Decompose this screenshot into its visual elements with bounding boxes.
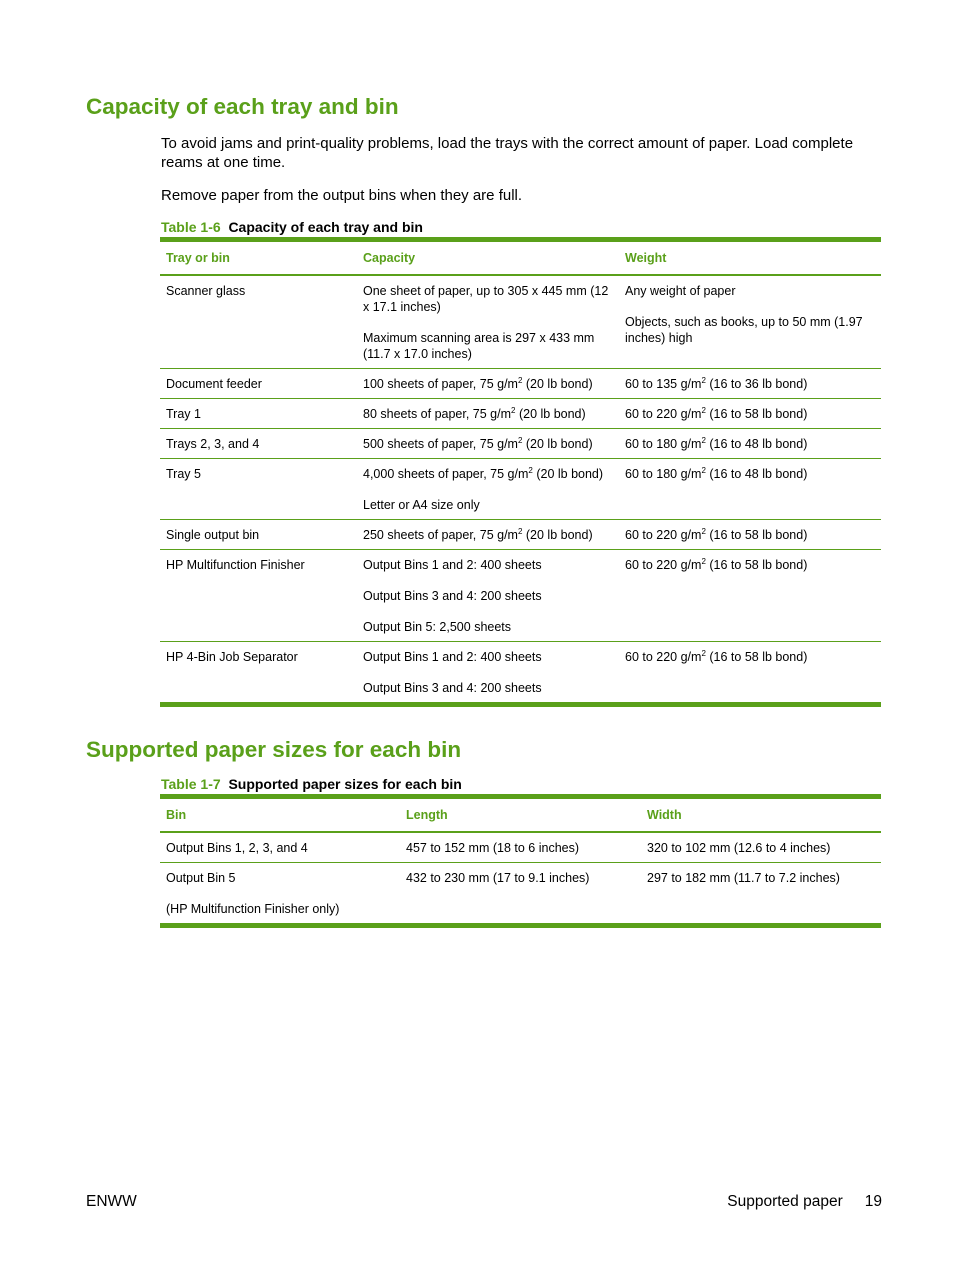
table-row <box>160 642 881 705</box>
table-title: Supported paper sizes for each bin <box>228 776 462 792</box>
bin-note: (HP Multifunction Finisher only) <box>166 902 340 916</box>
page-number: 19 <box>864 1193 882 1210</box>
weight-cell: 60 to 220 $g/m^2$ (16 to 58 lb bond) <box>619 642 881 705</box>
weight-cell: 60 to 220 $g/m^2$ (16 to 58 lb bond) <box>619 399 881 429</box>
capacity-cell <box>357 642 619 705</box>
table-row <box>160 520 881 550</box>
tray-cell: Single output bin <box>160 520 357 550</box>
table-caption <box>161 220 423 234</box>
tray-cell: Scanner glass <box>160 275 357 369</box>
weight-cell: 60 to 180 $g/m^2$ (16 to 48 lb bond) <box>619 459 881 520</box>
capacity-table <box>160 237 881 707</box>
tray-cell: Trays 2, 3, and 4 <box>160 429 357 459</box>
bin-text: Output Bin 5 <box>166 871 236 885</box>
width-cell: 320 to 102 mm (12.6 to 4 inches) <box>641 832 881 863</box>
column-header: Length <box>400 797 641 833</box>
bin-cell: Output Bins 1, 2, 3, and 4 <box>160 832 400 863</box>
capacity-cell: 250 sheets of paper, 75 $g/m^2$ (20 lb bond) <box>357 520 619 550</box>
column-header: Weight <box>619 240 881 276</box>
section-heading-capacity: Capacity of each tray and bin <box>86 94 399 119</box>
capacity-text: Output Bins 1 and 2: 400 sheets <box>363 650 542 664</box>
column-header: Width <box>641 797 881 833</box>
length-cell: 432 to 230 mm (17 to 9.1 inches) <box>400 863 641 926</box>
table-number: Table 1-7 <box>161 776 221 792</box>
table-row <box>160 550 881 642</box>
tray-cell: Document feeder <box>160 369 357 399</box>
weight-cell: 60 to 135 $g/m^2$ (16 to 36 lb bond) <box>619 369 881 399</box>
capacity-cell <box>357 550 619 642</box>
paper-sizes-table <box>160 794 881 928</box>
table-row <box>160 863 881 926</box>
capacity-text: Output Bins 3 and 4: 200 sheets <box>363 681 542 695</box>
table-row <box>160 275 881 369</box>
capacity-cell: 4,000 sheets of paper, 75 $g/m^2$ (20 lb bond) Letter or A4 size only <box>357 459 619 520</box>
table-row <box>160 459 881 520</box>
table-header-row <box>160 240 881 276</box>
table-number: Table 1-6 <box>161 219 221 235</box>
capacity-text: Letter or A4 size only <box>363 498 480 512</box>
table-row <box>160 832 881 863</box>
capacity-text: One sheet of paper, up to 305 x 445 mm (12 x 17.1 inches) <box>363 284 609 314</box>
footer-left: ENWW <box>86 1193 137 1210</box>
column-header: Tray or bin <box>160 240 357 276</box>
capacity-text: Maximum scanning area is 297 x 433 mm (11.7 x 17.0 inches) <box>363 331 595 361</box>
footer-right <box>727 1194 882 1210</box>
weight-cell: 60 to 220 $g/m^2$ (16 to 58 lb bond) <box>619 550 881 642</box>
weight-cell: 60 to 220 $g/m^2$ (16 to 58 lb bond) <box>619 520 881 550</box>
weight-text: Objects, such as books, up to 50 mm (1.97 inches) high <box>625 315 863 345</box>
table-row <box>160 429 881 459</box>
tray-cell: HP 4-Bin Job Separator <box>160 642 357 705</box>
section-heading-sizes: Supported paper sizes for each bin <box>86 737 462 762</box>
intro-paragraph-2: Remove paper from the output bins when they are full. <box>161 187 523 204</box>
weight-cell <box>619 275 881 369</box>
capacity-text: Output Bins 3 and 4: 200 sheets <box>363 589 542 603</box>
tray-cell: Tray 5 <box>160 459 357 520</box>
tray-cell: HP Multifunction Finisher <box>160 550 357 642</box>
width-cell: 297 to 182 mm (11.7 to 7.2 inches) <box>641 863 881 926</box>
weight-text: Any weight of paper <box>625 284 736 298</box>
capacity-text: Output Bin 5: 2,500 sheets <box>363 620 512 634</box>
table-caption <box>161 777 462 791</box>
column-header: Capacity <box>357 240 619 276</box>
footer-section: Supported paper <box>727 1193 843 1210</box>
tray-cell: Tray 1 <box>160 399 357 429</box>
table-title: Capacity of each tray and bin <box>228 219 423 235</box>
capacity-text: Output Bins 1 and 2: 400 sheets <box>363 558 542 572</box>
weight-cell: 60 to 180 $g/m^2$ (16 to 48 lb bond) <box>619 429 881 459</box>
bin-cell <box>160 863 400 926</box>
table-row <box>160 369 881 399</box>
capacity-cell: 80 sheets of paper, 75 $g/m^2$ (20 lb bond) <box>357 399 619 429</box>
table-header-row <box>160 797 881 833</box>
capacity-cell: 100 sheets of paper, 75 $g/m^2$ (20 lb bond) <box>357 369 619 399</box>
length-cell: 457 to 152 mm (18 to 6 inches) <box>400 832 641 863</box>
capacity-cell <box>357 275 619 369</box>
intro-paragraph: To avoid jams and print-quality problems, load the trays with the correct amount of paper. Load complete reams at one time. <box>161 135 854 171</box>
capacity-cell: 500 sheets of paper, 75 $g/m^2$ (20 lb bond) <box>357 429 619 459</box>
table-row <box>160 399 881 429</box>
column-header: Bin <box>160 797 400 833</box>
